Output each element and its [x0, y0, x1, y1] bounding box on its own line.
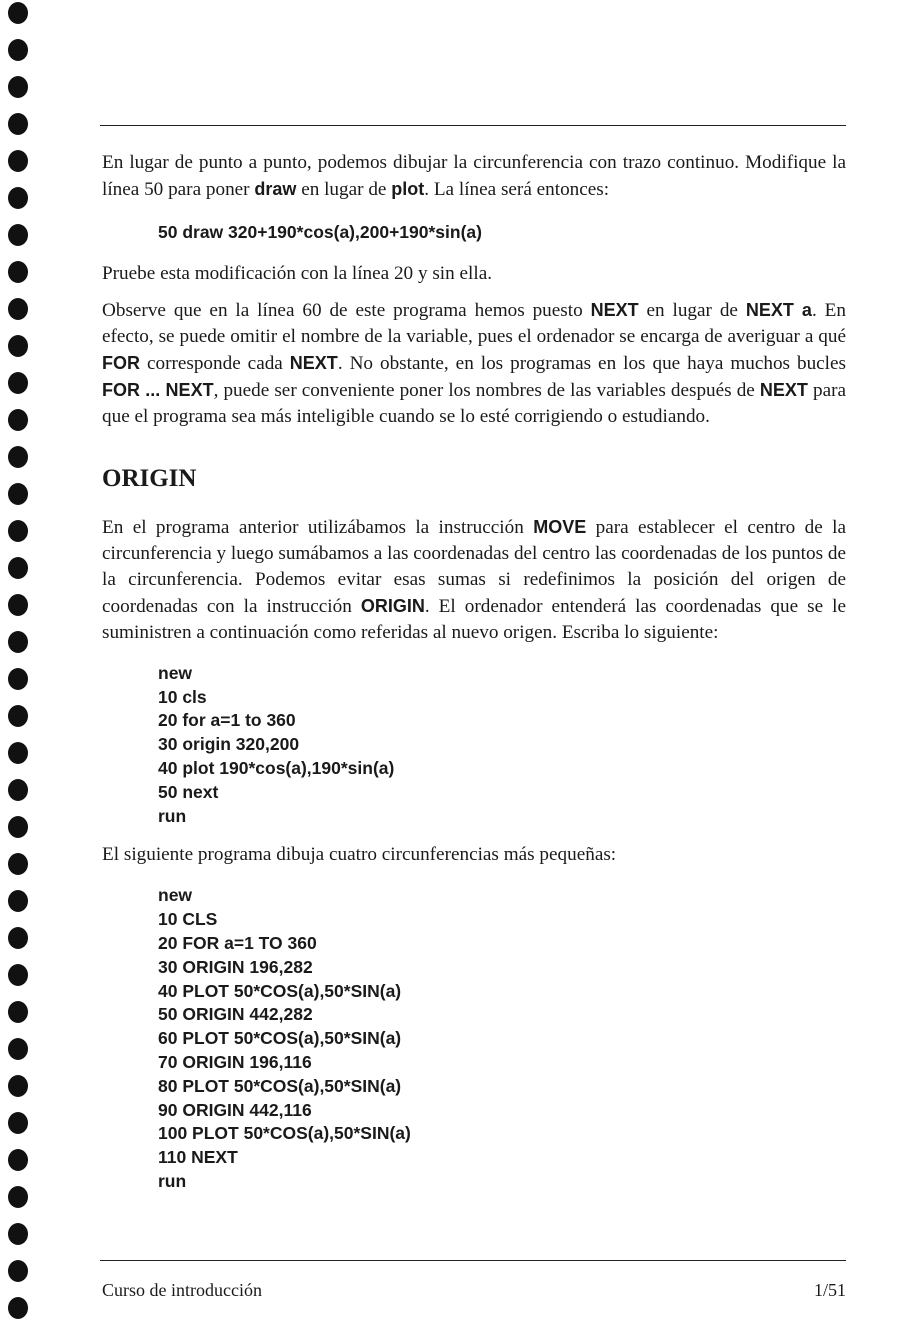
paragraph-test: Pruebe esta modificación con la línea 20 y sin ella.	[102, 262, 493, 284]
binding-hole	[8, 964, 28, 986]
binding-hole	[8, 594, 28, 616]
binding-hole	[8, 1001, 28, 1023]
code-line: run	[158, 1170, 187, 1191]
footer-title: Curso de introducción	[102, 1280, 262, 1300]
binding-hole	[8, 39, 28, 61]
binding-hole	[8, 261, 28, 283]
code-line: 30 origin 320,200	[158, 734, 300, 755]
code-line: 10 cls	[158, 686, 207, 707]
code-line: 70 ORIGIN 196,116	[158, 1051, 312, 1072]
binding-hole	[8, 557, 28, 579]
page-number: 1/51	[813, 1280, 846, 1300]
page-footer	[102, 1280, 846, 1301]
binding-hole	[8, 1038, 28, 1060]
binding-hole	[8, 150, 28, 172]
binding-hole	[8, 224, 28, 246]
keyword-plot: plot	[391, 179, 425, 199]
code-line: 110 NEXT	[158, 1147, 238, 1168]
binding-hole	[8, 853, 28, 875]
code-line: 60 PLOT 50*COS(a),50*SIN(a)	[158, 1028, 402, 1049]
code-line: 20 for a=1 to 360	[158, 710, 296, 731]
paragraph-four-circles: El siguiente programa dibuja cuatro circunferencias más pequeñas:	[102, 844, 617, 866]
binding-hole	[8, 335, 28, 357]
binding-hole	[8, 520, 28, 542]
code-line: 90 ORIGIN 442,116	[158, 1099, 312, 1120]
code-line: 40 PLOT 50*COS(a),50*SIN(a)	[158, 980, 402, 1001]
binding-hole	[8, 927, 28, 949]
binding-hole	[8, 779, 28, 801]
binding-hole	[8, 631, 28, 653]
binding-hole	[8, 372, 28, 394]
code-line: new	[158, 662, 193, 683]
binding-hole	[8, 187, 28, 209]
binding-hole	[8, 1186, 28, 1208]
code-line: new	[158, 885, 193, 906]
keyword-draw: draw	[254, 179, 297, 199]
code-block-origin	[158, 662, 846, 829]
code-line: 10 CLS	[158, 909, 218, 930]
code-line: 40 plot 190*cos(a),190*sin(a)	[158, 757, 395, 778]
binding-hole	[8, 1149, 28, 1171]
code-line: 30 ORIGIN 196,282	[158, 956, 313, 977]
code-line: 20 FOR a=1 TO 360	[158, 932, 317, 953]
binding-hole	[8, 742, 28, 764]
binding-hole	[8, 1260, 28, 1282]
binding-holes	[8, 0, 30, 1334]
binding-hole	[8, 816, 28, 838]
binding-hole	[8, 298, 28, 320]
code-block-four-circles	[158, 884, 846, 1193]
binding-hole	[8, 1112, 28, 1134]
code-line-draw: 50 draw 320+190*cos(a),200+190*sin(a)	[158, 222, 482, 242]
paragraph-draw-intro: En lugar de punto a punto, podemos dibujar la circunferencia con trazo continuo. Modifique la línea 50 para poner draw en lugar de plot. La línea será entonces:	[102, 152, 846, 200]
binding-hole	[8, 483, 28, 505]
binding-hole	[8, 76, 28, 98]
paragraph-origin-intro: En el programa anterior utilizábamos la instrucción MOVE para establecer el centro de la circunferencia y luego sumábamos a las coordenadas del centro las coordenadas de los puntos de la circunferencia. Podemos evitar esas sumas si redefinimos la posición del origen de coordenadas con la instrucción ORIGIN. El ordenador entenderá las coordenadas que se le suministren a continuación como referidas al nuevo origen. Escriba lo siguiente:	[102, 516, 847, 643]
binding-hole	[8, 1297, 28, 1319]
page-content	[102, 150, 846, 1194]
code-line: run	[158, 805, 187, 826]
bottom-rule	[100, 1260, 846, 1261]
paragraph-next-note: Observe que en la línea 60 de este programa hemos puesto NEXT en lugar de NEXT a. En efecto, se puede omitir el nombre de la variable, pues el ordenador se encarga de averiguar a qué FOR corresponde cada NEXT. No obstante, en los programas en los que haya muchos bucles FOR ... NEXT, puede ser conveniente poner los nombres de las variables después de NEXT para que el programa sea más inteligible cuando se lo esté corrigiendo o estudiando.	[102, 299, 846, 427]
code-line: 50 ORIGIN 442,282	[158, 1004, 313, 1025]
binding-hole	[8, 113, 28, 135]
binding-hole	[8, 1223, 28, 1245]
binding-hole	[8, 890, 28, 912]
top-rule	[100, 125, 846, 126]
binding-hole	[8, 2, 28, 24]
section-heading-origin: ORIGIN	[102, 464, 197, 492]
binding-hole	[8, 1075, 28, 1097]
binding-hole	[8, 668, 28, 690]
code-line: 100 PLOT 50*COS(a),50*SIN(a)	[158, 1123, 411, 1144]
code-line: 50 next	[158, 781, 219, 802]
code-line: 80 PLOT 50*COS(a),50*SIN(a)	[158, 1075, 402, 1096]
binding-hole	[8, 446, 28, 468]
binding-hole	[8, 705, 28, 727]
binding-hole	[8, 409, 28, 431]
